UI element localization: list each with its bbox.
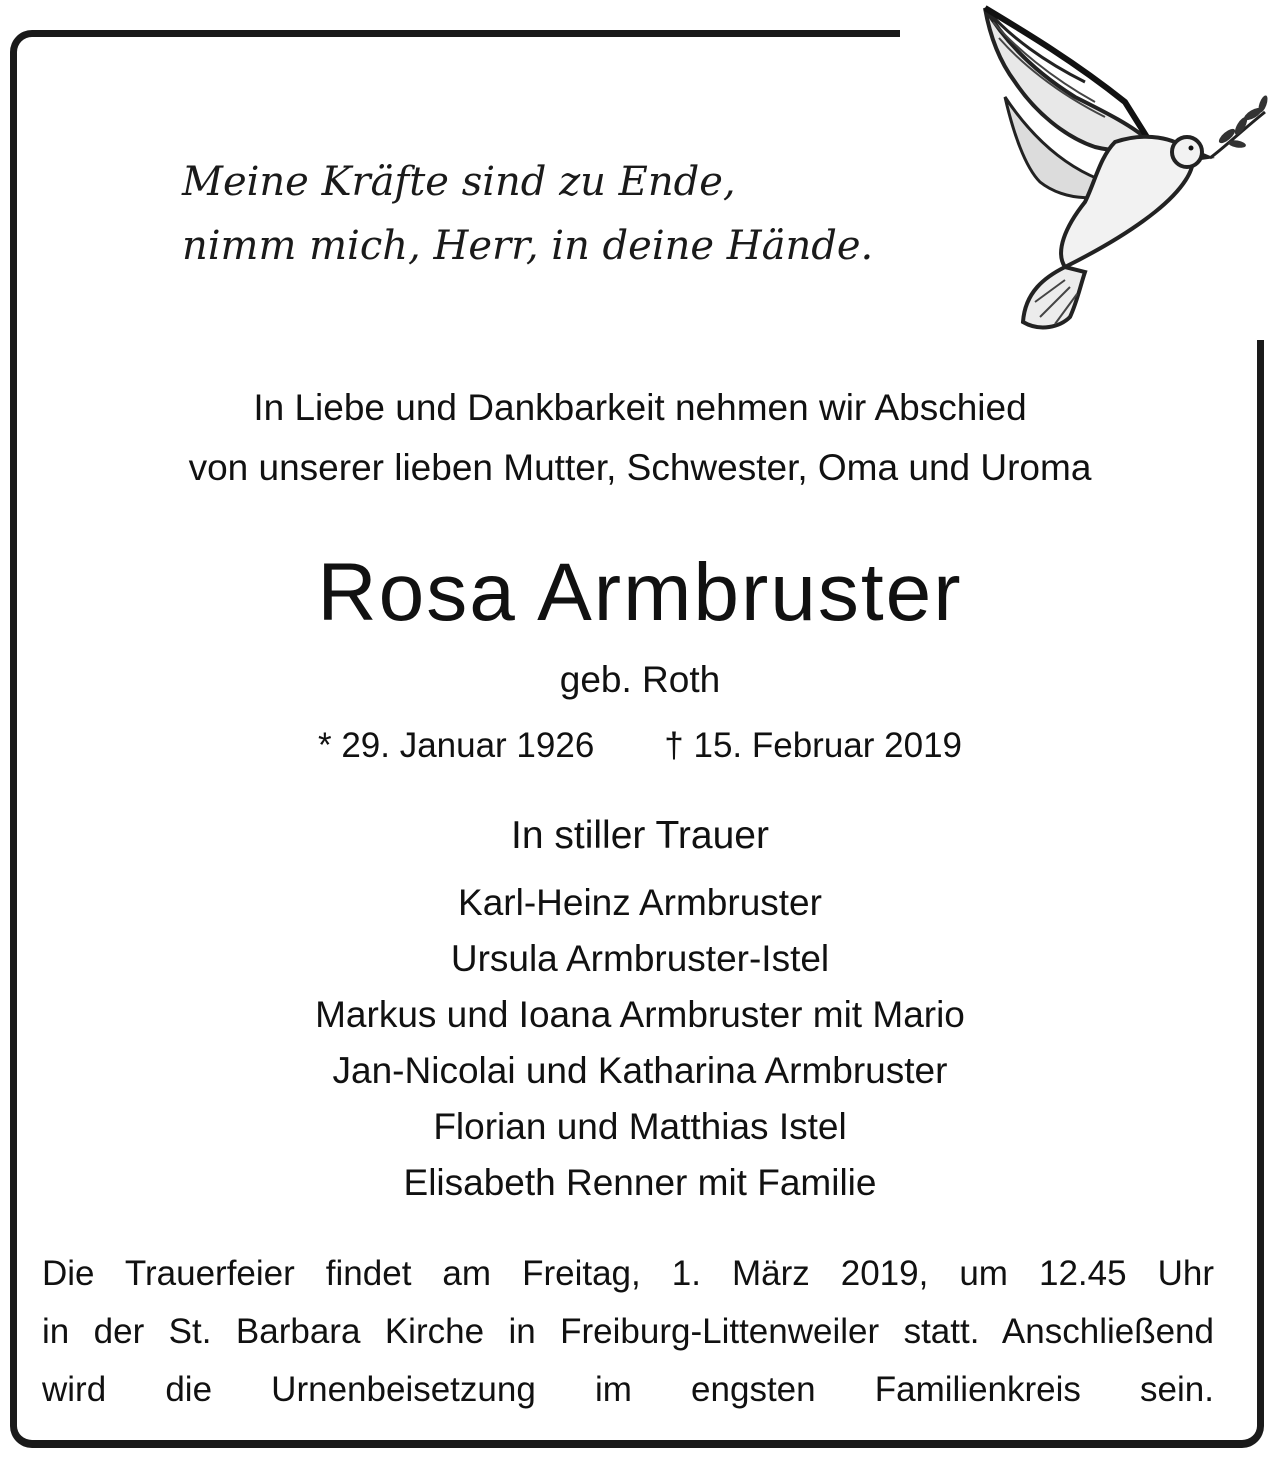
service-line: Die Trauerfeier findet am Freitag, 1. März 2019, um 12.45 Uhr bbox=[42, 1254, 1214, 1293]
service-line: wird die Urnenbeisetzung im engsten Familienkreis sein. bbox=[42, 1370, 1214, 1409]
deceased-name: Rosa Armbruster bbox=[317, 547, 963, 638]
maiden-name: geb. Roth bbox=[559, 659, 721, 700]
intro-line: von unserer lieben Mutter, Schwester, Oma und Uroma bbox=[188, 447, 1092, 488]
intro-text bbox=[20, 378, 1260, 498]
mourners-heading: In stiller Trauer bbox=[511, 814, 769, 857]
death-date: † 15. Februar 2019 bbox=[664, 726, 963, 765]
dove-icon bbox=[965, 2, 1275, 342]
intro-line: In Liebe und Dankbarkeit nehmen wir Abschied bbox=[253, 387, 1027, 428]
mourner-name: Karl-Heinz Armbruster bbox=[458, 882, 822, 923]
motto-line: nimm mich, Herr, in deine Hände. bbox=[182, 223, 874, 269]
mourner-name: Ursula Armbruster-Istel bbox=[450, 938, 830, 979]
motto-line: Meine Kräfte sind zu Ende, bbox=[182, 159, 736, 205]
birth-date: * 29. Januar 1926 bbox=[317, 726, 595, 765]
service-announcement bbox=[42, 1245, 1214, 1419]
mourner-name: Markus und Ioana Armbruster mit Mario bbox=[315, 994, 965, 1035]
service-line: in der St. Barbara Kirche in Freiburg-Littenweiler statt. Anschließend bbox=[42, 1312, 1214, 1351]
mourner-name: Elisabeth Renner mit Familie bbox=[403, 1162, 877, 1203]
mourner-name: Florian und Matthias Istel bbox=[433, 1106, 847, 1147]
mourner-name: Jan-Nicolai und Katharina Armbruster bbox=[332, 1050, 948, 1091]
mourners-list bbox=[20, 875, 1260, 1211]
motto-verse bbox=[182, 150, 873, 278]
life-dates bbox=[20, 722, 1260, 770]
